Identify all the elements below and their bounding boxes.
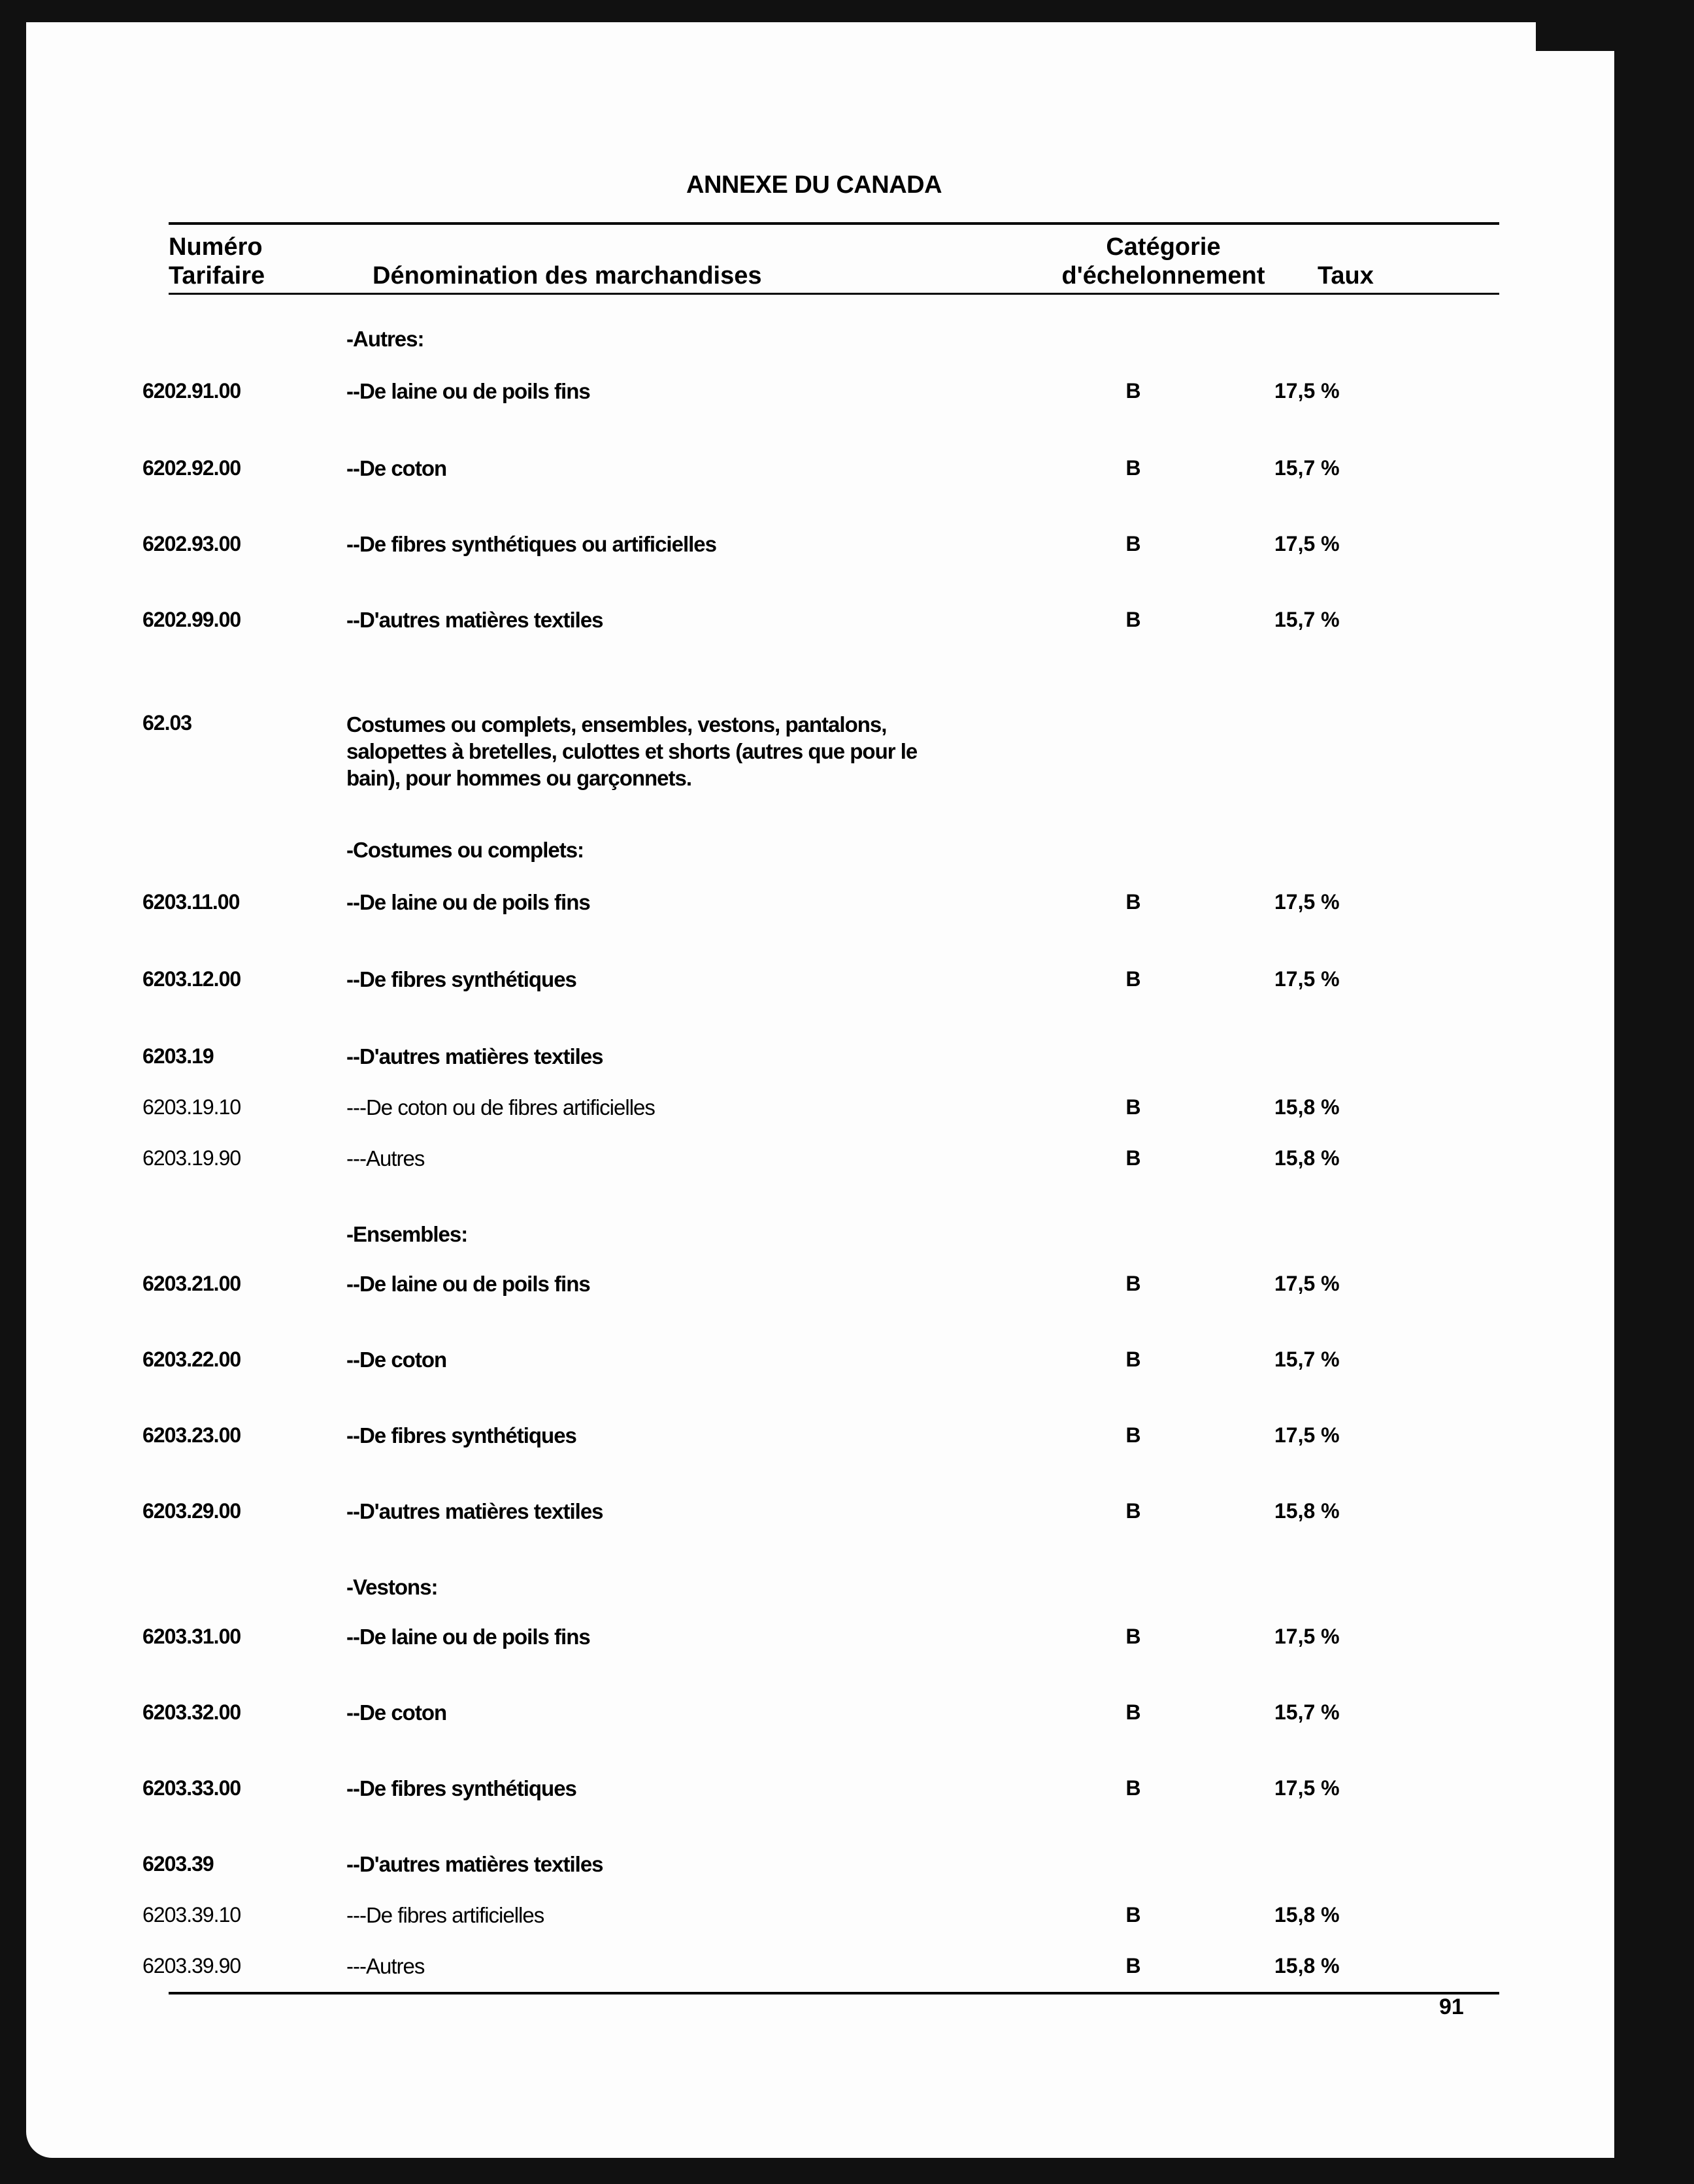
duty-rate: 15,7 % — [1274, 456, 1340, 480]
staging-category: B — [1125, 1095, 1141, 1119]
goods-description: --D'autres matières textiles — [346, 1499, 603, 1523]
tariff-code: 6203.29.00 — [142, 1499, 241, 1523]
duty-rate: 15,8 % — [1274, 1954, 1340, 1977]
tariff-code: 6203.32.00 — [142, 1700, 241, 1724]
staging-category: B — [1125, 890, 1141, 914]
page-number: 91 — [1439, 1994, 1464, 2019]
staging-category: B — [1125, 1499, 1141, 1523]
tariff-code: 6203.22.00 — [142, 1348, 241, 1371]
tariff-code: 6203.11.00 — [142, 890, 240, 914]
footer-rule — [169, 1992, 1499, 1994]
duty-rate: 15,8 % — [1274, 1903, 1340, 1927]
staging-category: B — [1125, 1776, 1141, 1800]
duty-rate: 15,8 % — [1274, 1146, 1340, 1170]
staging-category: B — [1125, 456, 1141, 480]
duty-rate: 15,8 % — [1274, 1095, 1340, 1119]
tariff-code: 6202.92.00 — [142, 456, 241, 480]
staging-category: B — [1125, 1348, 1141, 1371]
staging-category: B — [1125, 1700, 1141, 1724]
duty-rate: 17,5 % — [1274, 890, 1340, 914]
tariff-code: 6203.19 — [142, 1044, 214, 1068]
tariff-code: 6203.39 — [142, 1852, 214, 1876]
goods-description: --De laine ou de poils fins — [346, 890, 590, 914]
header-category — [1052, 233, 1274, 290]
section-subheading: -Ensembles: — [346, 1222, 468, 1246]
duty-rate: 17,5 % — [1274, 379, 1340, 403]
heading-description-line: salopettes à bretelles, culottes et shorts (autres que pour le — [346, 739, 918, 763]
tariff-code: 6202.93.00 — [142, 532, 241, 555]
duty-rate: 15,7 % — [1274, 1700, 1340, 1724]
goods-description: ---Autres — [346, 1146, 425, 1170]
goods-description: --De laine ou de poils fins — [346, 1625, 590, 1649]
section-subheading: -Costumes ou complets: — [346, 838, 584, 862]
goods-description: --De coton — [346, 1700, 447, 1725]
staging-category: B — [1125, 1146, 1141, 1170]
staging-category: B — [1125, 608, 1141, 631]
goods-description: --De coton — [346, 456, 447, 480]
duty-rate: 15,7 % — [1274, 1348, 1340, 1371]
heading-description — [346, 711, 1000, 791]
header-rate: Taux — [1318, 262, 1374, 290]
staging-category: B — [1125, 1272, 1141, 1295]
staging-category: B — [1125, 1903, 1141, 1927]
tariff-code: 6203.21.00 — [142, 1272, 241, 1295]
header-category-line1: Catégorie — [1106, 233, 1221, 261]
goods-description: --De fibres synthétiques — [346, 1776, 576, 1800]
tariff-code: 6203.19.90 — [142, 1146, 241, 1170]
staging-category: B — [1125, 379, 1141, 403]
goods-description: --De coton — [346, 1348, 447, 1372]
header-category-line2: d'échelonnement — [1061, 262, 1265, 290]
staging-category: B — [1125, 532, 1141, 555]
duty-rate: 15,7 % — [1274, 608, 1340, 631]
tariff-code: 6203.33.00 — [142, 1776, 241, 1800]
goods-description: ---Autres — [346, 1954, 425, 1978]
staging-category: B — [1125, 1625, 1141, 1648]
goods-description: --D'autres matières textiles — [346, 608, 603, 632]
tariff-code: 6202.91.00 — [142, 379, 241, 403]
section-subheading: -Autres: — [346, 327, 424, 351]
scan-edge — [1536, 22, 1614, 51]
tariff-code: 6203.23.00 — [142, 1423, 241, 1447]
header-tariff-number — [169, 233, 265, 290]
tariff-code: 6203.19.10 — [142, 1095, 241, 1119]
heading-description-line: bain), pour hommes ou garçonnets. — [346, 766, 692, 790]
goods-description: --De fibres synthétiques — [346, 967, 576, 991]
goods-description: --De fibres synthétiques — [346, 1423, 576, 1448]
document-page — [26, 22, 1614, 2158]
duty-rate: 17,5 % — [1274, 1776, 1340, 1800]
goods-description: --De fibres synthétiques ou artificielles — [346, 532, 716, 556]
duty-rate: 17,5 % — [1274, 532, 1340, 555]
duty-rate: 15,8 % — [1274, 1499, 1340, 1523]
page-title: ANNEXE DU CANADA — [686, 171, 942, 199]
goods-description: ---De fibres artificielles — [346, 1903, 544, 1927]
heading-description-line: Costumes ou complets, ensembles, vestons, pantalons, — [346, 712, 887, 736]
tariff-code: 6203.39.10 — [142, 1903, 241, 1927]
section-subheading: -Vestons: — [346, 1575, 438, 1599]
duty-rate: 17,5 % — [1274, 1423, 1340, 1447]
tariff-code: 62.03 — [142, 711, 192, 735]
staging-category: B — [1125, 1423, 1141, 1447]
tariff-code: 6203.39.90 — [142, 1954, 241, 1977]
tariff-code: 6203.12.00 — [142, 967, 241, 991]
goods-description: --De laine ou de poils fins — [346, 1272, 590, 1296]
header-tariff-number-line1: Numéro — [169, 233, 263, 261]
staging-category: B — [1125, 1954, 1141, 1977]
duty-rate: 17,5 % — [1274, 967, 1340, 991]
staging-category: B — [1125, 967, 1141, 991]
header-bottom-rule — [169, 293, 1499, 295]
header-description: Dénomination des marchandises — [373, 262, 762, 290]
goods-description: ---De coton ou de fibres artificielles — [346, 1095, 655, 1119]
goods-description: --D'autres matières textiles — [346, 1852, 603, 1876]
goods-description: --D'autres matières textiles — [346, 1044, 603, 1068]
goods-description: --De laine ou de poils fins — [346, 379, 590, 403]
header-top-rule — [169, 222, 1499, 225]
duty-rate: 17,5 % — [1274, 1272, 1340, 1295]
tariff-code: 6202.99.00 — [142, 608, 241, 631]
duty-rate: 17,5 % — [1274, 1625, 1340, 1648]
tariff-code: 6203.31.00 — [142, 1625, 241, 1648]
header-tariff-number-line2: Tarifaire — [169, 262, 265, 290]
